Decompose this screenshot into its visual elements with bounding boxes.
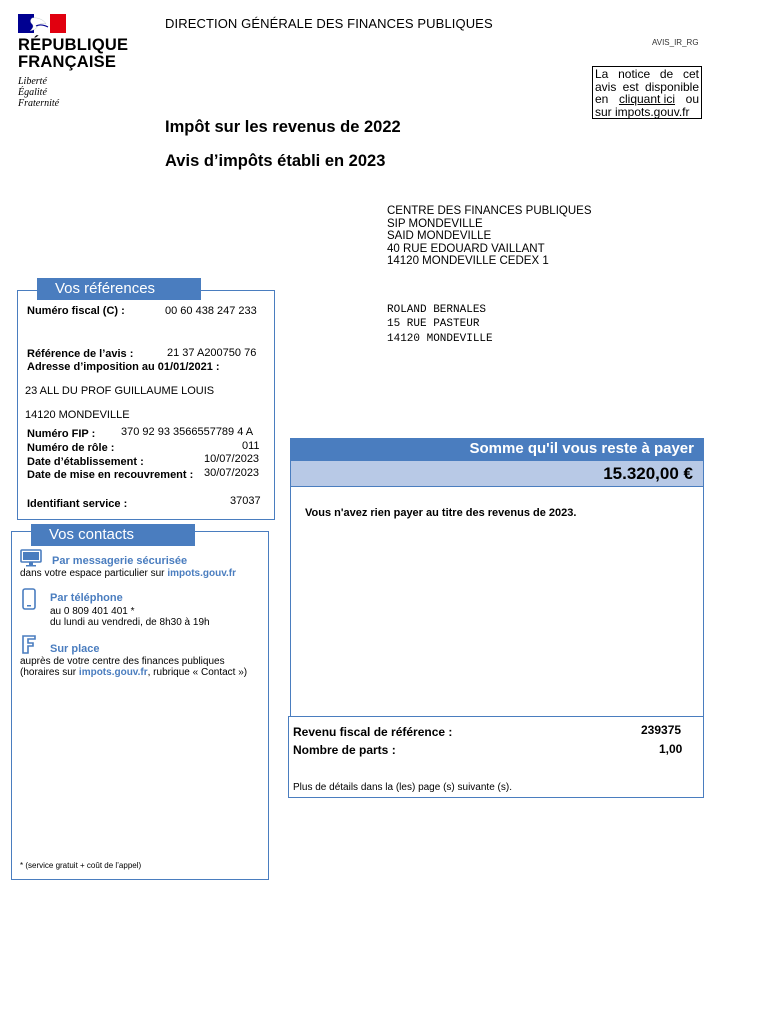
details-note: Plus de détails dans la (les) page (s) suivante (s). bbox=[293, 782, 512, 793]
notice-text: de bbox=[659, 67, 674, 81]
page-title: Impôt sur les revenus de 2022 bbox=[165, 118, 401, 136]
payment-amount: 15.320,00 € bbox=[290, 460, 704, 487]
telephone-hours: du lundi au vendredi, de 8h30 à 19h bbox=[50, 617, 210, 628]
notice-text: La bbox=[595, 67, 609, 81]
messagerie-title: Par messagerie sécurisée bbox=[52, 555, 188, 567]
surplace-text: (horaires sur impots.gouv.fr, rubrique « Contact ») bbox=[20, 667, 248, 678]
fip-label: Numéro FIP : bbox=[27, 428, 96, 440]
references-panel bbox=[17, 290, 275, 520]
role-label: Numéro de rôle : bbox=[27, 442, 115, 454]
adresse-line: 14120 MONDEVILLE bbox=[25, 409, 130, 421]
phone-icon bbox=[22, 588, 36, 610]
role-value: 011 bbox=[242, 440, 260, 452]
computer-icon bbox=[20, 549, 42, 567]
surplace-title: Sur place bbox=[50, 643, 100, 655]
adresse-imposition-label: Adresse d’imposition au 01/01/2021 : bbox=[27, 361, 220, 373]
notice-box bbox=[592, 66, 702, 119]
notice-text: est bbox=[622, 79, 639, 94]
contacts-panel bbox=[11, 531, 269, 880]
recouvrement-label: Date de mise en recouvrement : bbox=[27, 469, 194, 481]
surplace-text: auprès de votre centre des finances publiques bbox=[20, 656, 225, 667]
fip-value: 370 92 93 3566557789 4 A bbox=[121, 426, 254, 438]
references-header: Vos références bbox=[37, 278, 201, 300]
avis-code: AVIS_IR_RG bbox=[652, 38, 699, 47]
footnote: * (service gratuit + coût de l’appel) bbox=[20, 861, 142, 870]
marianne-flag-icon bbox=[18, 14, 66, 33]
devise: Liberté Égalité Fraternité bbox=[18, 76, 60, 109]
numero-fiscal-label: Numéro fiscal (C) : bbox=[27, 305, 125, 317]
telephone-number: au 0 809 401 401 * bbox=[50, 606, 135, 617]
parts-label: Nombre de parts : bbox=[293, 743, 396, 757]
etablissement-label: Date d’établissement : bbox=[27, 456, 144, 468]
rfr-label: Revenu fiscal de référence : bbox=[293, 725, 453, 739]
page-subtitle: Avis d’impôts établi en 2023 bbox=[165, 152, 386, 170]
payment-body bbox=[290, 487, 704, 717]
parts-value: 1,00 bbox=[659, 742, 683, 756]
service-label: Identifiant service : bbox=[27, 498, 128, 510]
notice-text: en bbox=[595, 92, 609, 106]
recipient-address: ROLAND BERNALES 15 RUE PASTEUR 14120 MONDEVILLE bbox=[387, 304, 493, 345]
numero-fiscal-value: 00 60 438 247 233 bbox=[165, 305, 257, 317]
contacts-header: Vos contacts bbox=[31, 524, 195, 546]
service-value: 37037 bbox=[230, 495, 261, 507]
impots-link[interactable]: impots.gouv.fr bbox=[167, 568, 237, 579]
reference-avis-label: Référence de l’avis : bbox=[27, 348, 134, 360]
republique-francaise-logo bbox=[18, 14, 130, 110]
etablissement-value: 10/07/2023 bbox=[204, 453, 260, 465]
rfr-value: 239375 bbox=[641, 723, 682, 737]
notice-text: cet bbox=[682, 67, 699, 81]
notice-link[interactable]: cliquant ici bbox=[618, 92, 676, 106]
notice-text: avis bbox=[595, 79, 617, 94]
messagerie-text: dans votre espace particulier sur impots.gouv.fr bbox=[20, 568, 237, 579]
adresse-line: 23 ALL DU PROF GUILLAUME LOUIS bbox=[25, 385, 215, 397]
building-icon bbox=[20, 634, 38, 654]
impots-link[interactable]: impots.gouv.fr bbox=[78, 667, 148, 678]
notice-text: ou bbox=[685, 92, 699, 106]
reference-avis-value: 21 37 A200750 76 bbox=[167, 347, 257, 359]
telephone-title: Par téléphone bbox=[50, 592, 123, 604]
payment-message: Vous n'avez rien payer au titre des revenus de 2023. bbox=[305, 507, 577, 519]
republique-francaise-wordmark: RÉPUBLIQUE FRANÇAISE bbox=[18, 36, 129, 71]
payment-header: Somme qu'il vous reste à payer bbox=[290, 438, 704, 460]
notice-text: notice bbox=[618, 67, 651, 81]
centre-address: CENTRE DES FINANCES PUBLIQUES SIP MONDEVILLE SAID MONDEVILLE 40 RUE EDOUARD VAILLANT 14120 MONDEVILLE CEDEX 1 bbox=[387, 205, 592, 267]
direction-title: DIRECTION GÉNÉRALE DES FINANCES PUBLIQUES bbox=[165, 16, 493, 31]
recouvrement-value: 30/07/2023 bbox=[204, 467, 260, 479]
notice-text: sur impots.gouv.fr bbox=[595, 104, 690, 119]
notice-text: disponible bbox=[644, 79, 699, 94]
